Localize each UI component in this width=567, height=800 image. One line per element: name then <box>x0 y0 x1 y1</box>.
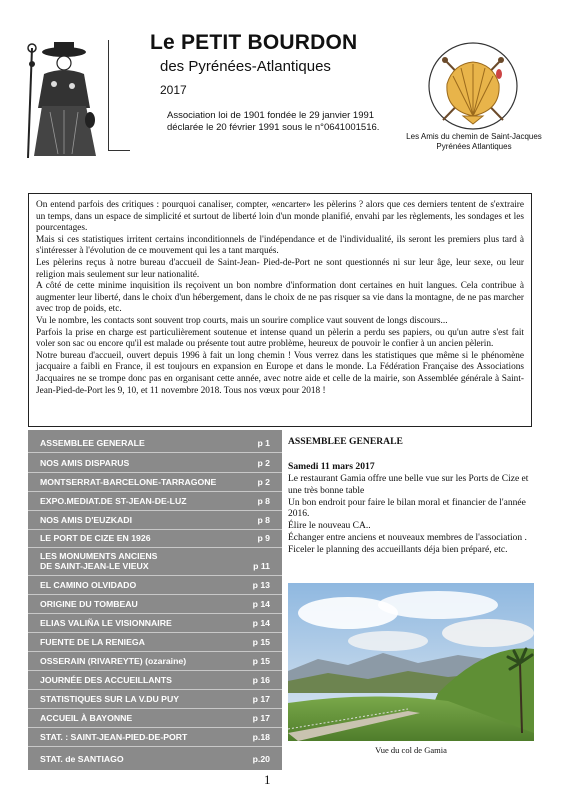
logo-caption <box>394 132 554 152</box>
article-paragraph: Élire le nouveau CA.. <box>288 521 371 532</box>
article-paragraph: Ficeler le planning des accueillants déja bien préparé, etc. <box>288 544 508 555</box>
toc-item[interactable]: NOS AMIS DISPARUS p 2 <box>40 458 270 468</box>
toc-item[interactable]: LES MONUMENTS ANCIENS DE SAINT-JEAN-LE VIEUX p 11 <box>40 551 270 571</box>
editorial-paragraph: A côté de cette minime inquisition ils reçoivent un bon nombre d'information dont certaines en huit langues. Cela contribue à augmenter leur liberté, dans le choix d'un hébergement, dans le choix de ne pas risquer sa vie dans la montagne, de ne pas marcher avec trop de poids, etc. <box>36 281 524 315</box>
editorial-paragraph: Parfois la prise en charge est particulièrement soutenue et intense quand un pèlerin a perdu ses papiers, ou qu'un autre s'est fait voler son sac ou encore qu'il est malade ou présente tout autre problème, heureux de pouvoir le confier à un ancien pèlerin. <box>36 327 524 350</box>
toc-item[interactable]: STATISTIQUES SUR LA V.DU PUY p 17 <box>40 694 270 704</box>
editorial-paragraph: Vu le nombre, les contacts sont souvent trop courts, mais un sourire complice vaut souvent de longs discours... <box>36 315 448 326</box>
toc-item[interactable]: ACCUEIL À BAYONNE p 17 <box>40 713 270 723</box>
article-paragraph: Échanger entre anciens et nouveaux membres de l'association . <box>288 532 527 543</box>
editorial-paragraph: Les pèlerins reçus à notre bureau d'accueil de Saint-Jean- Pied-de-Port ne sont questionnés ni sur leur âge, leur sexe, ou leur religion mais seulement sur leur nationalité. <box>36 257 524 280</box>
header-rule-vertical <box>108 40 109 150</box>
toc-item[interactable]: STAT. : SAINT-JEAN-PIED-DE-PORT p.18 <box>40 732 270 742</box>
association-info-line1: Association loi de 1901 fondée le 29 janvier 1991 <box>167 110 375 121</box>
toc-item[interactable]: ORIGINE DU TOMBEAU p 14 <box>40 599 270 609</box>
toc-item[interactable]: STAT. de SANTIAGO p.20 <box>40 754 270 764</box>
toc-item[interactable]: JOURNÉE DES ACCUEILLANTS p 16 <box>40 675 270 685</box>
article-date: Samedi 11 mars 2017 <box>288 461 375 472</box>
toc-item[interactable]: OSSERAIN (RIVAREYTE) (ozaraine) p 15 <box>40 656 270 666</box>
association-info <box>167 110 379 134</box>
page-number: 1 <box>264 772 271 787</box>
article-body <box>288 474 536 557</box>
article-title: ASSEMBLEE GENERALE <box>288 436 403 447</box>
newsletter-title: Le PETIT BOURDON <box>150 31 358 54</box>
newsletter-subtitle: des Pyrénées-Atlantiques <box>160 58 331 75</box>
table-of-contents <box>28 430 282 770</box>
article-paragraph: Un bon endroit pour faire le bilan moral et financier de l'année 2016. <box>288 497 526 520</box>
photo-caption: Vue du col de Gamia <box>375 745 447 755</box>
scallop-shell-logo <box>423 40 523 132</box>
association-info-line2: déclarée le 20 février 1991 sous le n°0641001516. <box>167 122 380 133</box>
editorial-paragraph: On entend parfois des critiques : pourquoi canaliser, compter, «encarter» les pèlerins ? alors que ces derniers tentent de s'extraire un temps, dans un espace de simplicité et surtout de liberté loin d'un monde planifié, envahi par les règlements, les sondages et les pourcentages. <box>36 200 524 234</box>
toc-item[interactable]: NOS AMIS D'EUZKADI p 8 <box>40 515 270 525</box>
landscape-photo <box>288 583 534 741</box>
toc-item[interactable]: ELIAS VALIÑA LE VISIONNAIRE p 14 <box>40 618 270 628</box>
editorial-paragraph: Mais si ces statistiques irritent certains inconditionnels de l'indépendance et de l'individualité, ils seront les premiers plus tard à s'intéresser à l'évolution de ce mouvement qui les a tant marqués. <box>36 234 524 257</box>
toc-item[interactable]: ASSEMBLEE GENERALE p 1 <box>40 438 270 448</box>
header-rule-horizontal <box>108 150 130 151</box>
logo-caption-line1: Les Amis du chemin de Saint-Jacques <box>406 132 542 141</box>
toc-item[interactable]: LE PORT DE CIZE EN 1926 p 9 <box>40 533 270 543</box>
logo-caption-line2: Pyrénées Atlantiques <box>436 142 512 151</box>
editorial-paragraph: Notre bureau d'accueil, ouvert depuis 1996 à fait un long chemin ! Vous verrez dans les statistiques que même si le phénomène jacquaire a faibli en France, il est toujours en expansion en Europe et dans le monde. La Fédération Française des Associations Jacquaires ne se trompe donc pas en organisant cette année, avec notre aide et celle de la mairie, son Assemblée générale à Saint-Jean-Pied-de-Port les 9, 10, et 11 novembre 2018. Tous nos vœux pour 2018 ! <box>36 350 524 396</box>
toc-item[interactable]: FUENTE DE LA RENIEGA p 15 <box>40 637 270 647</box>
toc-item[interactable]: EXPO.MEDIAT.DE ST-JEAN-DE-LUZ p 8 <box>40 496 270 506</box>
pilgrim-illustration <box>14 38 106 160</box>
article-paragraph: Le restaurant Gamia offre une belle vue sur les Ports de Cize et une très bonne table <box>288 474 529 496</box>
editorial-box <box>28 193 532 427</box>
toc-item[interactable]: MONTSERRAT-BARCELONE-TARRAGONE p 2 <box>40 477 270 487</box>
toc-item[interactable]: EL CAMINO OLVIDADO p 13 <box>40 580 270 590</box>
issue-year: 2017 <box>160 83 187 97</box>
